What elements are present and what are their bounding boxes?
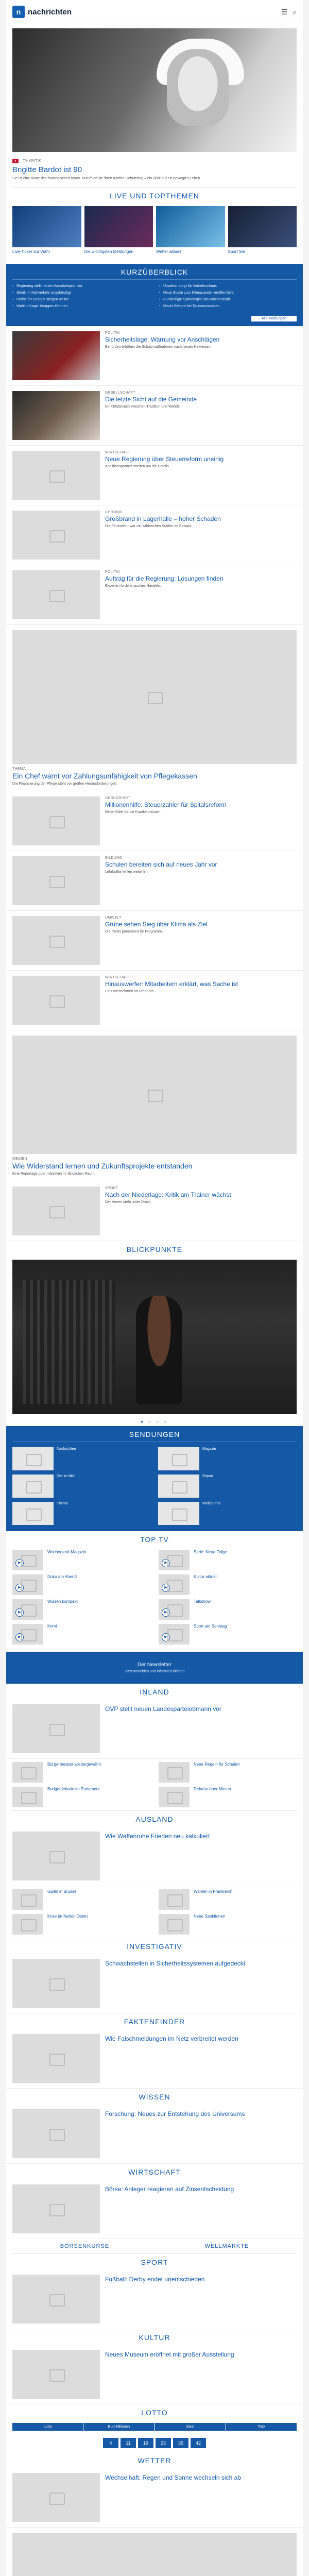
sendung-item[interactable] — [12, 1475, 151, 1498]
article-headline: Sicherheitslage: Warnung vor Anschlägen — [105, 336, 220, 343]
sport-title: SPORT — [141, 2258, 168, 2266]
sendung-label: Report — [202, 1475, 214, 1478]
hero-kicker: TV-KRITIK — [23, 159, 42, 163]
item-title: Gipfel in Brüssel — [47, 1889, 78, 1894]
list-item[interactable]: • Unwetter sorgt für Verkehrschaos — [159, 284, 297, 289]
article-kicker: CHRONIK — [105, 511, 123, 514]
ausland-item[interactable] — [12, 1889, 150, 1910]
play-icon: ▶ — [15, 1559, 24, 1567]
newsletter-subtitle: Jetzt anmelden und informiert bleiben — [124, 1670, 185, 1673]
wissen-title: WISSEN — [139, 2093, 170, 2101]
item-image — [159, 1762, 190, 1783]
article-teaser[interactable] — [6, 1826, 303, 1886]
article-image — [12, 570, 100, 619]
live-card-image — [84, 206, 153, 247]
inland-title: INLAND — [140, 1688, 169, 1696]
tv-item[interactable] — [159, 1624, 297, 1645]
sendung-label: Zeit im Bild — [57, 1475, 75, 1478]
article-image — [12, 2184, 100, 2233]
tv-title-text: Doku am Abend — [47, 1574, 77, 1579]
live-card-title: Sport live — [228, 249, 245, 254]
tab-toto[interactable]: Toto — [226, 2423, 297, 2431]
play-icon: ▶ — [162, 1608, 170, 1617]
article-kicker: WIRTSCHAFT — [105, 451, 130, 454]
item-image — [159, 1787, 190, 1807]
logo[interactable] — [12, 6, 72, 18]
item-image — [159, 1889, 190, 1910]
article-image — [12, 331, 100, 380]
hero-teaser: Sie ist eine Ikone des französischen Kinos. Nun feiert sie ihren runden Geburtstag – ein Blick auf ein bewegtes Leben. — [12, 177, 201, 180]
weather-map[interactable] — [6, 2528, 303, 2576]
sendung-label: Weltjournal — [202, 1502, 220, 1505]
live-card[interactable] — [228, 206, 297, 256]
article-image — [12, 916, 100, 965]
lotto-numbers — [6, 2434, 303, 2452]
hero-headline[interactable]: Brigitte Bardot ist 90 — [12, 165, 82, 174]
feature-kicker: THEMA — [12, 767, 26, 771]
article-image — [12, 2473, 100, 2522]
article-teaser[interactable] — [6, 2029, 303, 2089]
play-icon: ▶ — [15, 1633, 24, 1641]
list-item[interactable]: • Streik im Nahverkehr angekündigt — [12, 291, 150, 295]
article-headline: Neues Museum eröffnet mit großer Ausstellung — [105, 2351, 234, 2358]
tv-grid — [6, 1547, 303, 1648]
kurzueberblick-list — [12, 280, 297, 313]
tv-item[interactable] — [12, 1574, 150, 1595]
article-headline: Forschung: Neues zur Entstehung des Universums — [105, 2110, 245, 2117]
tv-title-text: Wochenend-Magazin — [47, 1550, 87, 1554]
lotto-tabs — [6, 2420, 303, 2434]
lotto-number: 11 — [121, 2438, 136, 2448]
feature-teaser[interactable] — [6, 1030, 303, 1181]
article-image — [12, 856, 100, 905]
menu-icon[interactable]: ☰ — [281, 7, 288, 16]
article-teaser[interactable] — [6, 326, 303, 386]
sendung-image — [12, 1447, 54, 1470]
sendung-image — [12, 1475, 54, 1498]
tv-item[interactable] — [12, 1624, 150, 1645]
live-card-title: Die wichtigsten Meldungen — [84, 249, 134, 254]
lotto-title: LOTTO — [141, 2409, 168, 2417]
live-card-image — [12, 206, 81, 247]
tv-item[interactable] — [159, 1574, 297, 1595]
kurzueberblick-more-button[interactable]: Alle Meldungen — [251, 316, 297, 321]
photo-figure — [136, 1296, 182, 1404]
feature-headline: Ein Chef warnt vor Zahlungsunfähigkeit von Pflegekassen — [12, 772, 197, 780]
article-kicker: WIRTSCHAFT — [105, 976, 130, 979]
sendung-item[interactable] — [158, 1447, 297, 1470]
article-headline: Wie Waffenruhe Frieden neu kalkuliert — [105, 1833, 210, 1840]
weltmaerkte-link[interactable]: WELLMÄRKTE — [204, 2243, 249, 2249]
play-icon: ▶ — [162, 1559, 170, 1567]
blickpunkt-title: BLICKPUNKTE — [126, 1245, 183, 1253]
article-image — [12, 2275, 100, 2324]
lotto-number: 35 — [173, 2438, 188, 2448]
article-headline: Millionenhilfe: Steuerzahler für Spitalsreform — [105, 801, 227, 808]
feature-image — [12, 1036, 297, 1154]
feature-teaser[interactable] — [6, 625, 303, 791]
tv-image — [12, 1574, 43, 1595]
photo-gate — [23, 1280, 115, 1404]
item-image — [12, 1889, 43, 1910]
article-teaser[interactable] — [6, 386, 303, 446]
article-headline: Auftrag für die Regierung: Lösungen finden — [105, 575, 224, 582]
sendung-image — [158, 1447, 199, 1470]
article-kicker: POLITIK — [105, 331, 120, 335]
article-kicker: BILDUNG — [105, 856, 123, 860]
article-image — [12, 511, 100, 560]
article-teaser[interactable] — [6, 791, 303, 851]
article-headline: Neue Regierung über Steuerreform uneinig — [105, 455, 224, 463]
list-item[interactable]: • Regierung stellt neuen Haushaltsplan vor — [12, 284, 150, 289]
blickpunkt-photo[interactable] — [12, 1260, 297, 1414]
article-teaser-text: Koalitionspartner streiten um die Details. — [105, 465, 170, 468]
content-column — [6, 0, 303, 2576]
sendung-item[interactable] — [158, 1502, 297, 1525]
list-item[interactable]: • Bundesliga: Spitzenspiel am Wochenende — [159, 297, 297, 302]
live-card-title: Live-Ticker zur Wahl — [12, 249, 50, 254]
ausland-title: AUSLAND — [135, 1815, 174, 1823]
article-teaser-text: Neue Mittel für die Krankenhäuser. — [105, 810, 161, 814]
article-image — [12, 391, 100, 440]
tv-image — [12, 1599, 43, 1620]
article-headline: ÖVP stellt neuen Landesparteiobmann vor — [105, 1705, 221, 1713]
logo-mark: n — [12, 6, 25, 18]
tv-image — [159, 1599, 190, 1620]
item-title: Neue Sanktionen — [194, 1914, 226, 1919]
item-image — [159, 1914, 190, 1935]
sendung-image — [158, 1502, 199, 1525]
tv-item[interactable] — [159, 1550, 297, 1570]
inland-list — [6, 1759, 303, 1810]
article-kicker: GESUNDHEIT — [105, 796, 130, 800]
sendung-item[interactable] — [12, 1502, 151, 1525]
item-image — [12, 1914, 43, 1935]
item-title: Krise im Nahen Osten — [47, 1914, 88, 1919]
article-image — [12, 1959, 100, 2008]
article-teaser-text: Ein Ortsbesuch zwischen Tradition und Wandel. — [105, 405, 182, 409]
article-kicker: GESELLSCHAFT — [105, 391, 135, 395]
sendungen-title: SENDUNGEN — [12, 1430, 297, 1442]
hero-face — [167, 49, 229, 126]
lotto-number: 4 — [103, 2438, 118, 2448]
article-teaser[interactable] — [6, 851, 303, 911]
article-teaser[interactable] — [6, 1181, 303, 1241]
ausland-item[interactable] — [159, 1889, 297, 1910]
wetter-title: WETTER — [138, 2456, 171, 2465]
article-teaser[interactable] — [6, 971, 303, 1030]
ausland-item[interactable] — [12, 1914, 150, 1935]
lotto-number: 19 — [138, 2438, 153, 2448]
live-card[interactable] — [12, 206, 81, 256]
weather-map-image — [12, 2533, 297, 2576]
tv-title-text: Wissen kompakt — [47, 1599, 78, 1604]
article-teaser[interactable] — [6, 911, 303, 971]
tv-title-text: Sport am Sonntag — [194, 1624, 227, 1629]
tab-joker[interactable]: Joker — [155, 2423, 226, 2431]
article-headline: Nach der Niederlage: Kritik am Trainer wächst — [105, 1191, 231, 1198]
article-headline: Wie Falschmeldungen im Netz verbreitet werden — [105, 2035, 238, 2042]
tv-image — [159, 1550, 190, 1570]
item-title: Neue Regeln für Schulen — [194, 1762, 240, 1767]
article-headline: Die letzte Sicht auf die Gemeinde — [105, 396, 197, 403]
article-teaser-text: Behörden erhöhen die Schutzmaßnahmen nach neuen Hinweisen. — [105, 345, 212, 349]
article-teaser-text: Ein Unternehmen im Umbruch. — [105, 990, 155, 993]
item-title: Budgetdebatte im Parlament — [47, 1787, 100, 1791]
article-list-2 — [6, 791, 303, 1030]
live-section-title: LIVE UND TOPTHEMEN — [110, 192, 199, 200]
tv-title-text: Talkshow — [194, 1599, 211, 1604]
sendung-image — [12, 1502, 54, 1525]
article-teaser-text: Die Partei präsentiert ihr Programm. — [105, 930, 163, 934]
list-item[interactable]: • Preise für Energie steigen weiter — [12, 297, 150, 302]
tab-euromillionen[interactable]: EuroMillionen — [83, 2423, 154, 2431]
article-teaser-text: Lehrkräfte fehlen weiterhin. — [105, 870, 149, 874]
sendung-label: Nachrichten — [57, 1447, 76, 1451]
market-links — [6, 2239, 303, 2253]
tv-title-text: Krimi — [47, 1624, 57, 1629]
sendungen-grid — [12, 1442, 297, 1525]
article-teaser-text: Experten fordern rasches Handeln. — [105, 584, 161, 588]
hero-text-block — [6, 152, 303, 187]
tv-image — [159, 1624, 190, 1645]
article-teaser[interactable] — [6, 1954, 303, 2013]
article-teaser[interactable] — [6, 2104, 303, 2164]
play-icon: ▶ — [15, 1608, 24, 1617]
sendung-label: Magazin — [202, 1447, 216, 1451]
article-image — [12, 976, 100, 1025]
top-bar — [6, 0, 303, 24]
article-image — [12, 2350, 100, 2399]
article-headline: Schulen bereiten sich auf neues Jahr vor — [105, 861, 217, 868]
ausland-item[interactable] — [159, 1914, 297, 1935]
article-image — [12, 1704, 100, 1753]
article-headline: Großbrand in Lagerhalle – hoher Schaden — [105, 515, 221, 522]
tab-lotto[interactable]: Lotto — [12, 2423, 83, 2431]
article-list — [6, 326, 303, 625]
kultur-title: KULTUR — [139, 2333, 170, 2342]
live-card-image — [228, 206, 297, 247]
article-teaser-text: Die Feuerwehr war mit zahlreichen Kräften im Einsatz. — [105, 524, 192, 528]
sendungen-box — [6, 1426, 303, 1531]
live-card-image — [156, 206, 225, 247]
inland-item[interactable] — [159, 1762, 297, 1783]
article-teaser[interactable] — [6, 2345, 303, 2404]
feature-teaser-text: Die Finanzierung der Pflege steht vor großen Herausforderungen. — [12, 782, 117, 786]
article-headline: Hinauswerfer: Mitarbeitern erklärt, was Sache ist — [105, 980, 238, 988]
header-icons — [281, 8, 297, 16]
item-title: Debatte über Mieten — [194, 1787, 231, 1791]
article-kicker: POLITIK — [105, 570, 120, 574]
article-teaser[interactable] — [6, 2179, 303, 2239]
search-icon[interactable]: ⌕ — [293, 7, 297, 16]
article-image — [12, 451, 100, 500]
article-image — [12, 1187, 100, 1235]
newsletter-box[interactable] — [6, 1652, 303, 1684]
article-teaser[interactable] — [6, 2269, 303, 2329]
sendung-label: Thema — [57, 1502, 68, 1505]
live-card[interactable] — [84, 206, 153, 256]
list-item[interactable]: • Neuer Rekord bei Tourismuszahlen — [159, 304, 297, 309]
play-icon: ▶ — [162, 1633, 170, 1641]
article-teaser[interactable] — [6, 2468, 303, 2528]
feature-teaser-text: Eine Reportage über Initiativen im ländlichen Raum. — [12, 1172, 96, 1176]
kurzueberblick-box — [6, 264, 303, 326]
play-icon: ▶ — [15, 1584, 24, 1592]
tv-title: TOP TV — [140, 1535, 169, 1544]
logo-text: nachrichten — [28, 7, 72, 16]
article-kicker: SPORT — [105, 1187, 118, 1190]
hero-badge: ● — [12, 159, 19, 163]
wirtschaft-title: WIRTSCHAFT — [128, 2168, 181, 2176]
article-image — [12, 2109, 100, 2158]
article-teaser-text: Der Verein steht unter Druck. — [105, 1200, 152, 1204]
sendung-item[interactable] — [12, 1447, 151, 1470]
play-icon: ▶ — [162, 1584, 170, 1592]
article-headline: Börse: Anleger reagieren auf Zinsentscheidung — [105, 2185, 234, 2193]
tv-item[interactable] — [159, 1599, 297, 1620]
article-headline: Grüne sehen Sieg über Klima als Ziel — [105, 921, 208, 928]
sendung-image — [158, 1475, 199, 1498]
feature-kicker: MEDIEN — [12, 1157, 28, 1161]
feature-headline: Wie Widerstand lernen und Zukunftsprojekte entstanden — [12, 1162, 193, 1170]
sendung-item[interactable] — [158, 1475, 297, 1498]
lotto-number: 23 — [156, 2438, 171, 2448]
tv-image — [12, 1550, 43, 1570]
article-image — [12, 796, 100, 845]
tv-title-text: Kultur aktuell — [194, 1574, 218, 1579]
inland-item[interactable] — [12, 1787, 150, 1807]
tv-image — [159, 1574, 190, 1595]
article-headline: Schwachstellen in Sicherheitssystemen aufgedeckt — [105, 1960, 246, 1967]
list-item[interactable]: • Wahlumfrage: Knappes Rennen — [12, 304, 150, 309]
item-title: Wahlen in Frankreich — [194, 1889, 233, 1894]
article-image — [12, 1832, 100, 1880]
article-image — [12, 2034, 100, 2083]
kurzueberblick-title: KURZÜBERBLICK — [12, 268, 297, 280]
tv-item[interactable] — [12, 1550, 150, 1570]
article-teaser[interactable] — [6, 565, 303, 625]
faktenfinder-title: FAKTENFINDER — [124, 2018, 185, 2026]
article-headline: Fußball: Derby endet unentschieden — [105, 2276, 205, 2283]
investigativ-title: INVESTIGATIV — [127, 1942, 182, 1951]
item-image — [12, 1762, 43, 1783]
lotto-number: 42 — [191, 2438, 206, 2448]
live-cards — [6, 203, 303, 259]
hero-image[interactable] — [12, 28, 297, 152]
article-kicker: UMWELT — [105, 916, 122, 920]
live-card-title: Wetter aktuell — [156, 249, 181, 254]
slider-dots[interactable]: ● ○ ○ ○ — [141, 1419, 168, 1424]
newsletter-title: Der Newsletter — [137, 1662, 172, 1668]
list-item[interactable]: • Neue Studie zum Klimawandel veröffentlicht — [159, 291, 297, 295]
tv-image — [12, 1624, 43, 1645]
item-image — [12, 1787, 43, 1807]
live-card[interactable] — [156, 206, 225, 256]
boersenkurse-link[interactable]: BÖRSENKURSE — [60, 2243, 110, 2249]
article-teaser[interactable] — [6, 505, 303, 565]
article-headline: Wechselhaft: Regen und Sonne wechseln sich ab — [105, 2474, 241, 2481]
tv-item[interactable] — [12, 1599, 150, 1620]
feature-image — [12, 630, 297, 764]
ausland-list — [6, 1886, 303, 1938]
article-teaser[interactable] — [6, 446, 303, 505]
article-teaser[interactable] — [6, 1699, 303, 1759]
inland-item[interactable] — [159, 1787, 297, 1807]
tv-title-text: Serie: Neue Folge — [194, 1550, 227, 1554]
inland-item[interactable] — [12, 1762, 150, 1783]
item-title: Bürgermeister wiedergewählt — [47, 1762, 101, 1767]
